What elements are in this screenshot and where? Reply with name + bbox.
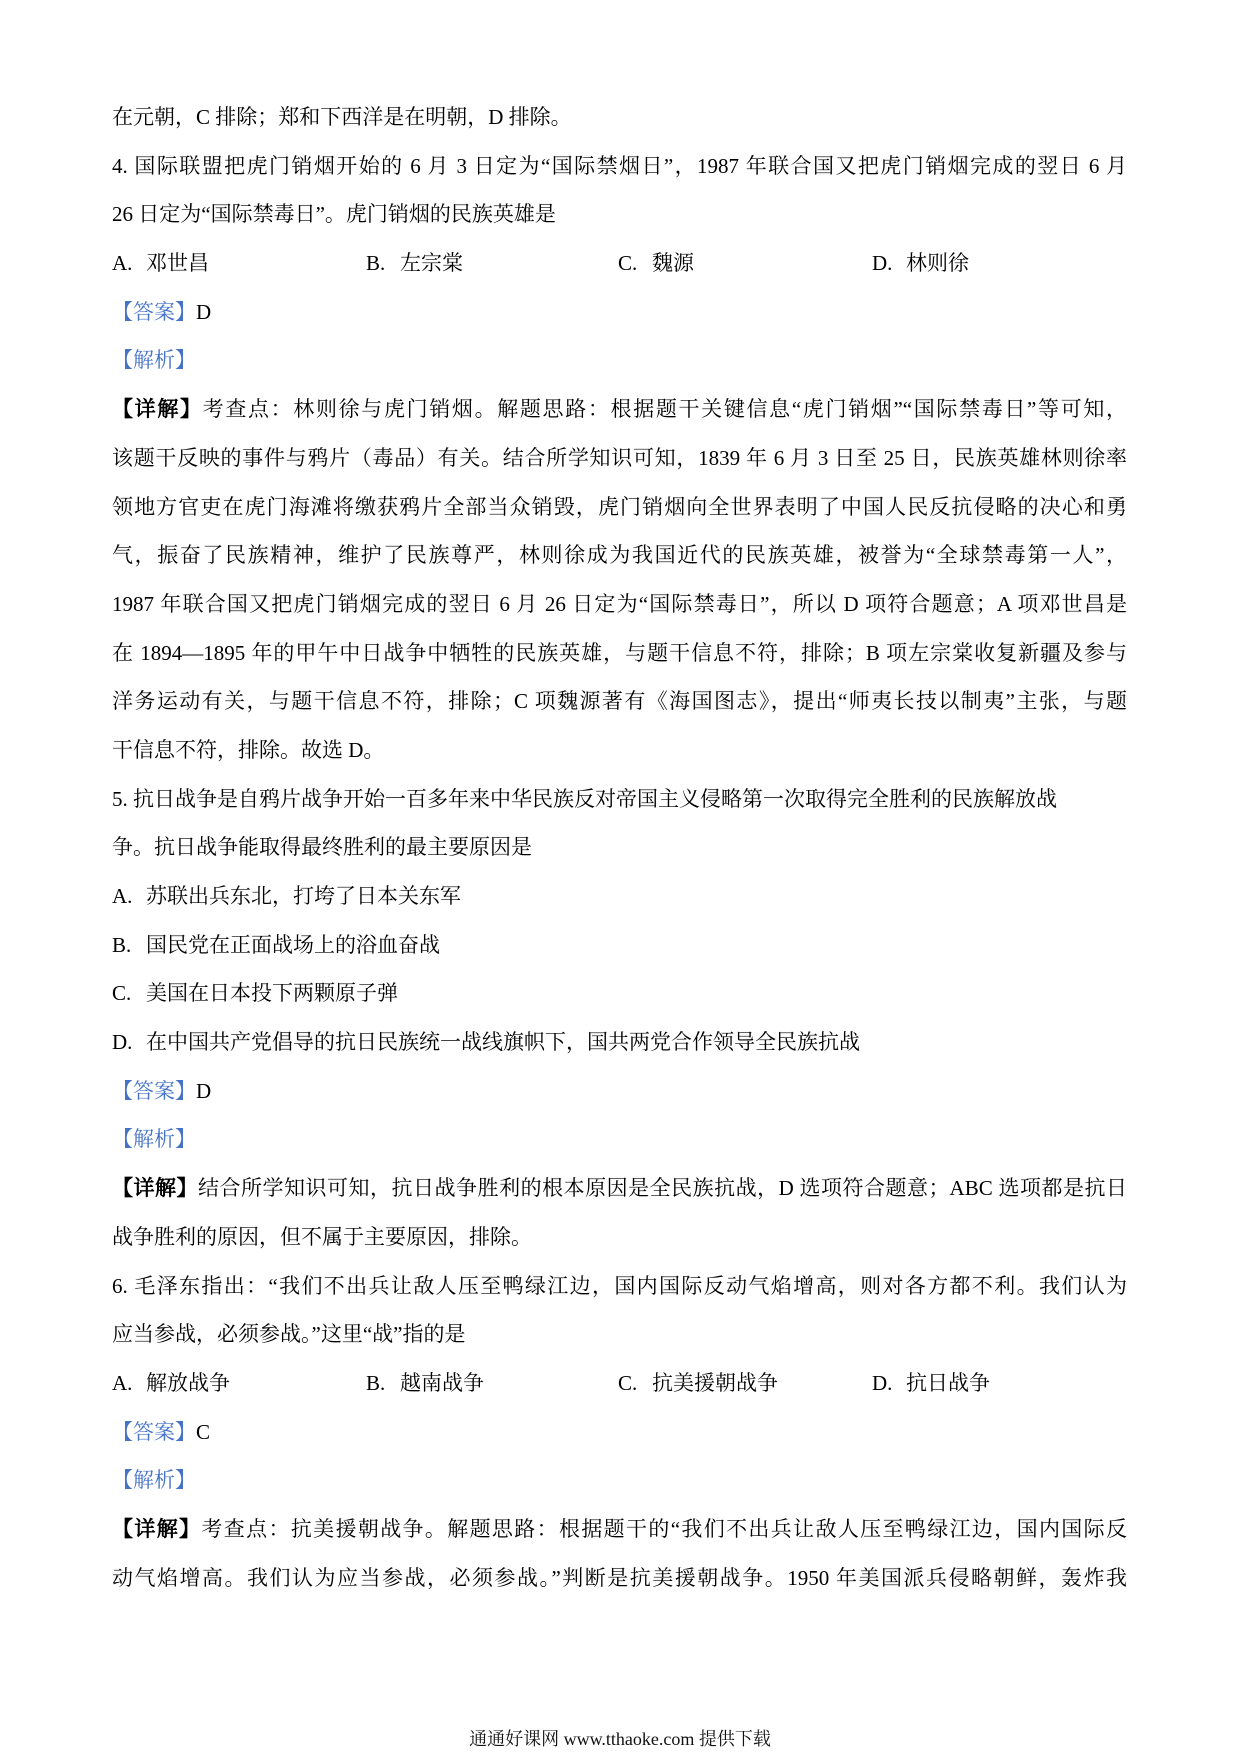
detail-line: 在 1894—1895 年的甲午中日战争中牺牲的民族英雄，与题干信息不符，排除；B 项左宗棠收复新疆及参与	[112, 640, 1127, 665]
detail-line	[112, 1505, 1127, 1554]
question-stem-line: 6. 毛泽东指出：“我们不出兵让敌人压至鸭绿江边，国内国际反动气焰增高，则对各方都不利。我们认为	[112, 1273, 1127, 1298]
option-letter: B.	[112, 932, 132, 957]
detail-label: 【详解】	[112, 1516, 202, 1541]
option-text: 越南战争	[400, 1370, 484, 1395]
answer-label: 【答案】	[112, 1078, 196, 1103]
detail-line: 动气焰增高。我们认为应当参战，必须参战。”判断是抗美援朝战争。1950 年美国派兵侵略朝鲜，轰炸我	[112, 1565, 1127, 1590]
detail-text: 考查点：抗美援朝战争。解题思路：根据题干的“我们不出兵让敌人压至鸭绿江边，国内国际反	[201, 1516, 1127, 1541]
option-letter: A.	[112, 884, 133, 908]
detail-line: 1987 年联合国又把虎门销烟完成的翌日 6 月 26 日定为“国际禁毒日”，所以 D 项符合题意；A 项邓世昌是	[112, 591, 1127, 616]
detail-line: 领地方官吏在虎门海滩将缴获鸦片全部当众销毁，虎门销烟向全世界表明了中国人民反抗侵略的决心和勇	[112, 494, 1127, 519]
option-letter: B.	[366, 251, 386, 276]
question-stem-line: 4. 国际联盟把虎门销烟开始的 6 月 3 日定为“国际禁烟日”，1987 年联合国又把虎门销烟完成的翌日 6 月	[112, 153, 1127, 178]
option-letter: D.	[872, 1370, 893, 1395]
detail-line	[112, 1164, 1127, 1213]
option-b	[112, 921, 1127, 970]
option-text: 解放战争	[146, 1370, 230, 1395]
option-text: 美国在日本投下两颗原子弹	[146, 981, 398, 1006]
analysis-row	[112, 1456, 1127, 1505]
option-b	[366, 239, 463, 288]
option-letter: A.	[112, 251, 133, 276]
answer-label: 【答案】	[112, 1419, 196, 1444]
detail-label: 【详解】	[112, 397, 203, 422]
previous-analysis-tail: 在元朝，C 排除；郑和下西洋是在明朝，D 排除。	[112, 105, 572, 129]
option-c	[618, 1359, 778, 1408]
question-stem-line: 5. 抗日战争是自鸦片战争开始一百多年来中华民族反对帝国主义侵略第一次取得完全胜利的民族解放战	[112, 786, 1057, 811]
option-text: 左宗棠	[400, 251, 463, 276]
answer-value: D	[196, 1078, 212, 1103]
answer-label: 【答案】	[112, 299, 196, 324]
answer-value: C	[196, 1419, 211, 1444]
option-letter: B.	[366, 1370, 386, 1395]
option-text: 魏源	[652, 251, 694, 276]
option-a	[112, 872, 1127, 921]
option-d	[872, 1359, 990, 1408]
option-d	[112, 1018, 1127, 1067]
detail-text: 考查点：林则徐与虎门销烟。解题思路：根据题干关键信息“虎门销烟”“国际禁毒日”等可知，	[202, 397, 1127, 422]
options-row	[112, 239, 1127, 288]
option-b	[366, 1359, 484, 1408]
question-stem-line: 争。抗日战争能取得最终胜利的最主要原因是	[112, 835, 532, 860]
detail-line: 洋务运动有关，与题干信息不符，排除；C 项魏源著有《海国图志》，提出“师夷长技以制夷”主张，与题	[112, 689, 1127, 714]
detail-label: 【详解】	[112, 1176, 199, 1201]
answer-row	[112, 1408, 1127, 1457]
detail-line: 干信息不符，排除。故选 D。	[112, 737, 385, 762]
option-letter: C.	[112, 981, 132, 1006]
option-text: 在中国共产党倡导的抗日民族统一战线旗帜下，国共两党合作领导全民族抗战	[146, 1030, 860, 1055]
option-text: 邓世昌	[146, 251, 209, 276]
option-c	[112, 969, 1127, 1018]
analysis-label: 【解析】	[112, 348, 196, 373]
detail-line: 气，振奋了民族精神，维护了民族尊严，林则徐成为我国近代的民族英雄，被誉为“全球禁毒第一人”，	[112, 543, 1127, 568]
answer-row	[112, 288, 1127, 337]
detail-line	[112, 385, 1127, 434]
option-c	[618, 239, 694, 288]
analysis-row	[112, 1115, 1127, 1164]
option-letter: D.	[872, 251, 893, 276]
option-letter: C.	[618, 1370, 638, 1395]
answer-row	[112, 1067, 1127, 1116]
question-stem-line: 应当参战，必须参战。”这里“战”指的是	[112, 1322, 466, 1347]
option-text: 林则徐	[906, 251, 969, 276]
option-a	[112, 239, 209, 288]
page-content	[112, 93, 1127, 1602]
detail-text: 结合所学知识可知，抗日战争胜利的根本原因是全民族抗战，D 选项符合题意；ABC 选项都是抗日	[198, 1176, 1127, 1201]
option-letter: A.	[112, 1370, 133, 1395]
options-row	[112, 1359, 1127, 1408]
detail-line: 该题干反映的事件与鸦片（毒品）有关。结合所学知识可知，1839 年 6 月 3 日至 25 日，民族英雄林则徐率	[112, 445, 1127, 470]
detail-line: 战争胜利的原因，但不属于主要原因，排除。	[112, 1224, 532, 1249]
option-text: 苏联出兵东北，打垮了日本关东军	[146, 884, 461, 908]
analysis-label: 【解析】	[112, 1127, 196, 1152]
footer-source: 通通好课网 www.tthaoke.com 提供下载	[469, 1729, 771, 1749]
option-text: 抗美援朝战争	[652, 1370, 778, 1395]
analysis-label: 【解析】	[112, 1468, 196, 1493]
option-text: 国民党在正面战场上的浴血奋战	[146, 932, 440, 957]
answer-value: D	[196, 299, 212, 324]
analysis-row	[112, 336, 1127, 385]
option-d	[872, 239, 969, 288]
option-letter: C.	[618, 251, 638, 276]
option-letter: D.	[112, 1030, 133, 1055]
option-a	[112, 1359, 230, 1408]
question-stem-line: 26 日定为“国际禁毒日”。虎门销烟的民族英雄是	[112, 202, 556, 227]
option-text: 抗日战争	[906, 1370, 990, 1395]
